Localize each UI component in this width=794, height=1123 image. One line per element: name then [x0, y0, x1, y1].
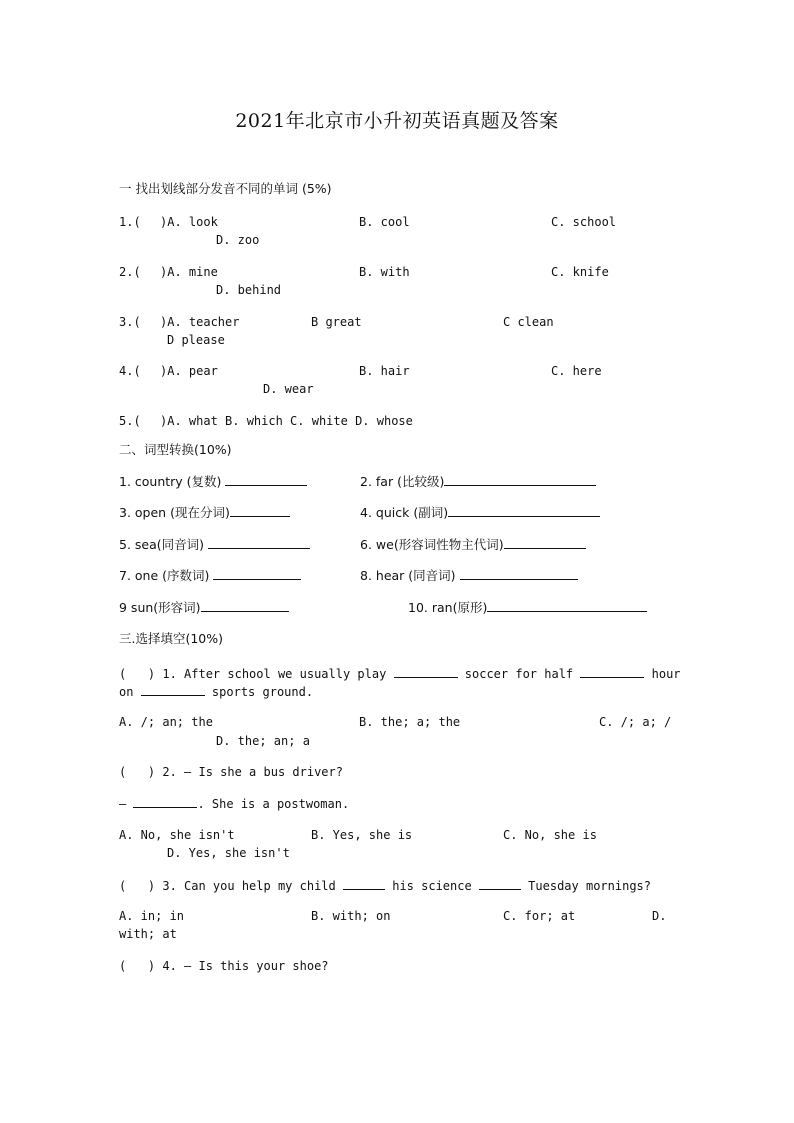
answer-blank[interactable]: [230, 505, 290, 517]
section1-heading: 一 找出划线部分发音不同的单词 (5%): [119, 181, 332, 196]
s1-q4-option-d: D. wear: [263, 382, 314, 396]
answer-blank[interactable]: [504, 537, 586, 549]
s2-item-6-label: 6. we(形容词性物主代词): [360, 537, 504, 552]
s2-item-8-label: 8. hear (同音词): [360, 568, 456, 583]
s1-q2-option-d: D. behind: [216, 283, 282, 297]
s1-q3-option-a: )A. teacher: [160, 315, 240, 329]
s3-q3-stem-part3: Tuesday mornings?: [528, 879, 651, 893]
answer-blank[interactable]: [141, 684, 205, 696]
section3-heading: 三.选择填空(10%): [119, 631, 224, 646]
s2-item-1: [119, 474, 307, 489]
s2-item-5-label: 5. sea(同音词): [119, 537, 205, 552]
s3-q1-option-c: C. /; a; /: [599, 715, 672, 729]
s3-q1-stem-part1: ( ) 1. After school we usually play: [119, 667, 387, 681]
s3-q3-option-c: C. for; at: [503, 909, 576, 923]
answer-blank[interactable]: [208, 537, 310, 549]
s1-q1-option-c: C. school: [551, 215, 617, 229]
s3-q3-option-d-label: D.: [652, 909, 667, 923]
s3-q2-dash: —: [119, 797, 127, 811]
s3-q1-option-b: B. the; a; the: [359, 715, 461, 729]
s3-q2-reply: [119, 796, 349, 811]
answer-blank[interactable]: [487, 600, 647, 612]
s1-q2-option-c: C. knife: [551, 265, 609, 279]
s3-q3-stem-part1: ( ) 3. Can you help my child: [119, 879, 336, 893]
s3-q1-stem-part3: hour: [651, 667, 681, 681]
answer-blank[interactable]: [343, 878, 385, 890]
page-title: 2021年北京市小升初英语真题及答案: [235, 110, 559, 132]
s1-q3-option-c: C clean: [503, 315, 554, 329]
s1-q1-option-b: B. cool: [359, 215, 410, 229]
s2-item-9-label: 9 sun(形容词): [119, 600, 201, 615]
s3-q3-stem-part2: his science: [392, 879, 472, 893]
s3-q3-stem: [119, 878, 651, 893]
s2-item-7: [119, 568, 301, 583]
s3-q2-stem: ( ) 2. — Is she a bus driver?: [119, 765, 343, 779]
s2-item-8: [360, 568, 578, 583]
s1-q2-option-b: B. with: [359, 265, 410, 279]
answer-blank[interactable]: [580, 666, 644, 678]
s3-q1-line1: [119, 666, 681, 681]
s2-item-4-label: 4. quick (副词): [360, 505, 449, 520]
s2-item-3-label: 3. open (现在分词): [119, 505, 230, 520]
answer-blank[interactable]: [133, 796, 197, 808]
s3-q3-option-d-text: with; at: [119, 927, 177, 941]
s2-item-3: [119, 505, 290, 520]
s3-q3-option-b: B. with; on: [311, 909, 391, 923]
s2-item-2-label: 2. far (比较级): [360, 474, 445, 489]
answer-blank[interactable]: [448, 505, 600, 517]
s3-q2-option-b: B. Yes, she is: [311, 828, 413, 842]
s3-q1-line2: [119, 684, 313, 699]
answer-blank[interactable]: [479, 878, 521, 890]
section2-heading: 二、词型转换(10%): [119, 442, 232, 457]
answer-blank[interactable]: [460, 568, 578, 580]
s3-q2-option-a: A. No, she isn't: [119, 828, 235, 842]
s2-item-10: [408, 600, 647, 615]
answer-blank[interactable]: [225, 474, 307, 486]
s1-q5-num: 5.(: [119, 414, 141, 428]
answer-blank[interactable]: [201, 600, 289, 612]
answer-blank[interactable]: [444, 474, 596, 486]
s1-q4-option-c: C. here: [551, 364, 602, 378]
s1-q1-num: 1.(: [119, 215, 141, 229]
s3-q3-option-a: A. in; in: [119, 909, 185, 923]
s3-q1-stem-part5: sports ground.: [211, 685, 314, 699]
s2-item-2: [360, 474, 596, 489]
s2-item-7-label: 7. one (序数词): [119, 568, 210, 583]
s1-q3-num: 3.(: [119, 315, 141, 329]
answer-blank[interactable]: [213, 568, 301, 580]
s2-item-6: [360, 537, 586, 552]
s3-q1-stem-part4: on: [119, 685, 134, 699]
s2-item-4: [360, 505, 600, 520]
s3-q2-option-d: D. Yes, she isn't: [167, 846, 290, 860]
s1-q1-option-a: )A. look: [160, 215, 218, 229]
s1-q3-option-b: B great: [311, 315, 362, 329]
s2-item-9: [119, 600, 289, 615]
s3-q4-stem: ( ) 4. — Is this your shoe?: [119, 959, 329, 973]
s1-q2-option-a: )A. mine: [160, 265, 218, 279]
s3-q2-option-c: C. No, she is: [503, 828, 597, 842]
s3-q1-stem-part2: soccer for half: [464, 667, 574, 681]
s3-q1-option-a: A. /; an; the: [119, 715, 213, 729]
s1-q1-option-d: D. zoo: [216, 233, 260, 247]
s1-q4-option-b: B. hair: [359, 364, 410, 378]
s1-q5-options: )A. what B. which C. white D. whose: [160, 414, 413, 428]
s2-item-5: [119, 537, 310, 552]
s2-item-10-label: 10. ran(原形): [408, 600, 488, 615]
s1-q4-num: 4.(: [119, 364, 141, 378]
s2-item-1-label: 1. country (复数): [119, 474, 222, 489]
s3-q1-option-d: D. the; an; a: [216, 734, 310, 748]
answer-blank[interactable]: [394, 666, 458, 678]
s1-q2-num: 2.(: [119, 265, 141, 279]
s1-q3-option-d: D please: [167, 333, 225, 347]
s1-q4-option-a: )A. pear: [160, 364, 218, 378]
s3-q2-reply-text: . She is a postwoman.: [197, 797, 350, 811]
